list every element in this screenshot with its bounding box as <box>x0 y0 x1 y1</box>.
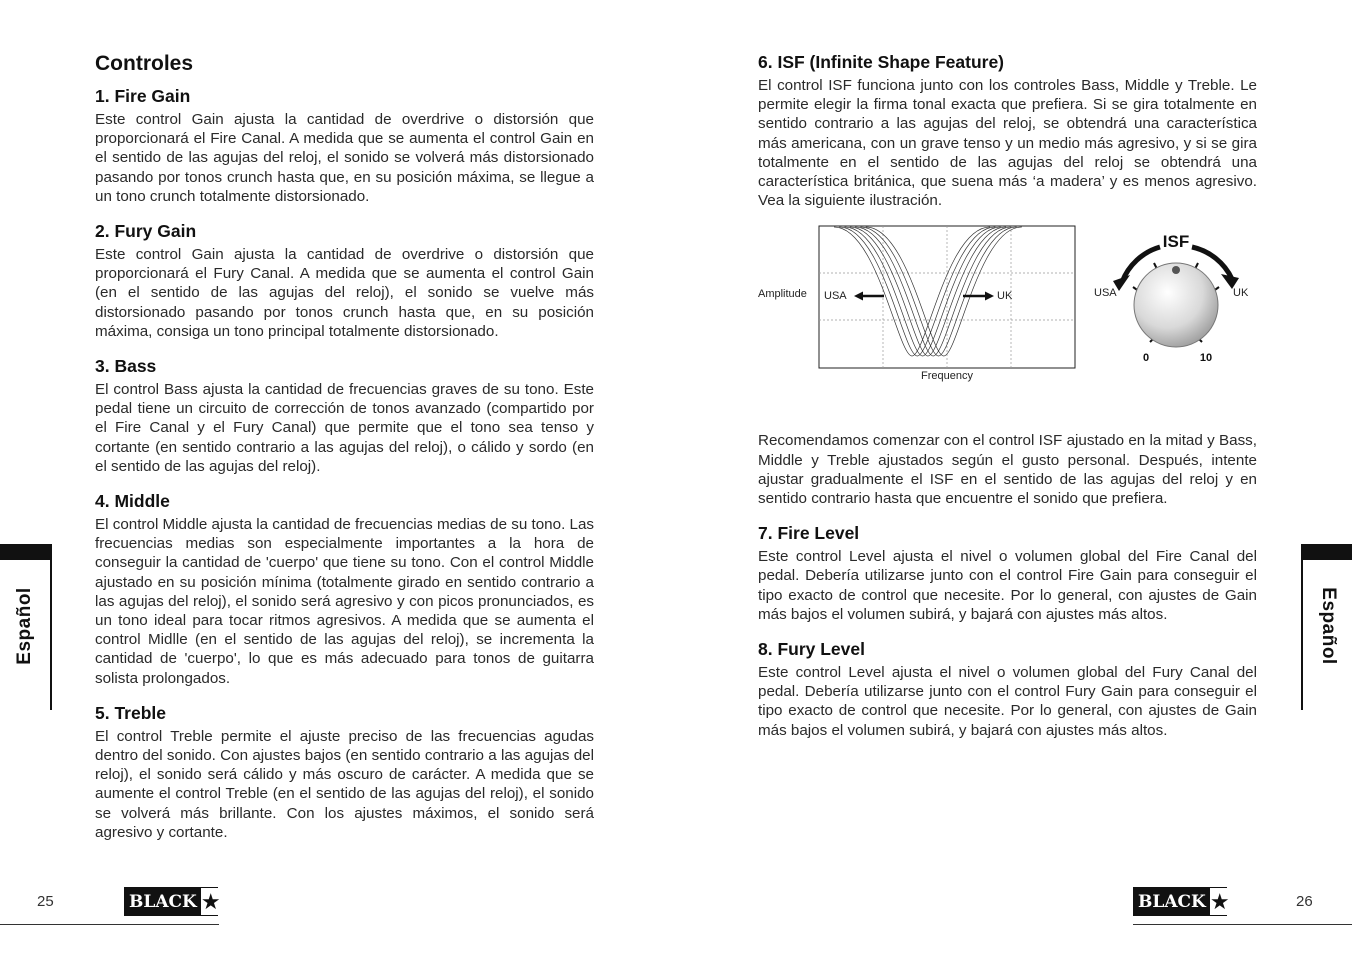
section-body-fire-level: Este control Level ajusta el nivel o volumen global del Fire Canal del pedal. Debería utilizarse junto con el control Fire Gain para conseguir el tipo exacto de control que necesite. Por lo general, con ajustes de Gain más bajos el volumen subirá, y bajará con ajustes más altos. <box>758 548 1257 623</box>
section-body-treble: El control Treble permite el ajuste preciso de las frecuencias agudas dentro del sonido. Con ajustes bajos (en sentido contrario a las agujas del reloj), el sonido será cálido y más oscuro de carácter. A medida que se aumente el control Treble (en el sentido de las agujas del reloj), el sonido se volverá más brillante. Con los ajustes máximos, el sonido será agresivo y cortante. <box>95 727 594 841</box>
graph-x-label: Frequency <box>921 370 973 383</box>
knob-min-label: 0 <box>1142 352 1150 365</box>
logo-text: BLACK <box>125 888 201 915</box>
knob-uk-label: UK <box>1233 287 1249 300</box>
page-title: Controles <box>95 52 194 75</box>
section-title-fire-gain: 1. Fire Gain <box>95 86 191 106</box>
language-tab-label: Español <box>14 587 35 665</box>
logo-text: BLACK <box>1134 888 1210 915</box>
section-title-fire-level: 7. Fire Level <box>758 523 860 544</box>
footer-rule-right <box>1133 924 1352 925</box>
star-icon: ★ <box>200 888 221 914</box>
language-tab-left <box>0 544 52 710</box>
footer-rule-left <box>0 924 219 925</box>
language-tab-label: Español <box>1318 587 1339 665</box>
section-title-fury-gain: 2. Fury Gain <box>95 221 197 242</box>
section-title-fury-level: 8. Fury Level <box>758 639 865 660</box>
section-body-fire-gain: Este control Gain ajusta la cantidad de overdrive o distorsión que proporcionará el Fire Canal. A medida que se aumenta el control Gain en el sentido de las agujas del reloj, el sonido se volverá más distorsionado pasando por tonos crunch hasta que, en su posición máxima, se llegue a un tono crunch totalmente distorsionado. <box>95 111 594 205</box>
brand-logo-left <box>124 887 221 916</box>
right-page-column <box>758 50 1257 755</box>
graph-usa-label: USA <box>824 290 847 303</box>
page-number-left: 25 <box>37 893 54 910</box>
knob-body <box>1134 263 1218 347</box>
isf-diagram <box>758 225 1257 425</box>
isf-illustration <box>758 225 1257 425</box>
isf-knob <box>1094 232 1249 364</box>
section-title-middle: 4. Middle <box>95 491 170 512</box>
graph-uk-label: UK <box>997 290 1013 303</box>
section-body-bass: El control Bass ajusta la cantidad de frecuencias graves de su tono. Este pedal tiene un circuito de corrección de tonos avanzado (compartido por el Fire Canal y el Fury Canal) que permite que el tono sea tenso y cortante (en sentido contrario a las agujas del reloj), o cálido y sordo (en el sentido de las agujas del reloj). <box>95 381 594 475</box>
language-tab-right <box>1301 544 1352 710</box>
section-body-isf: El control ISF funciona junto con los controles Bass, Middle y Treble. Le permite elegir la firma tonal exacta que prefiera. Si se gira totalmente en sentido contrario a las agujas del reloj, se obtendrá una característica más americana, con un grave tenso y un medio más agresivo, y si se gira totalmente en el sentido de las agujas del reloj se obtendrá una característica británica, que suena más ‘a madera’ y es menos agresivo. Vea la siguiente ilustración. <box>758 77 1257 210</box>
section-body-fury-gain: Este control Gain ajusta la cantidad de overdrive o distorsión que proporcionará el Fury Canal. A medida que se aumenta el control Gain (en el sentido de las agujas del reloj), el sonido se vuelve más distorsionado pasando por tonos crunch hasta que, en su posición máxima, consiga un tono principal totalmente distorsionado. <box>95 246 594 340</box>
section-title-bass: 3. Bass <box>95 356 157 377</box>
graph-y-label: Amplitude <box>758 288 807 301</box>
brand-logo-right <box>1133 887 1230 916</box>
section-title-isf: 6. ISF (Infinite Shape Feature) <box>758 52 1005 72</box>
knob-max-label: 10 <box>1199 352 1213 365</box>
page-number-right: 26 <box>1296 893 1313 910</box>
section-body-middle: El control Middle ajusta la cantidad de frecuencias medias de su tono. Las frecuencias medias son especialmente importantes a la hora de conseguir la cantidad de 'cuerpo' que tiene su tono. Con el control Middle ajustado en su posición mínima (totalmente girado en sentido contrario a las agujas del reloj), el sonido será agresivo y con picos pronunciados, es un tono ideal para tocar ritmos agresivos. A medida que se aumenta el control Midlle (en el sentido de las agujas del reloj), se incrementa la cantidad de 'cuerpo', lo que es más adecuado para tonos de guitarra solista prolongados. <box>95 516 594 687</box>
section-body-fury-level: Este control Level ajusta el nivel o volumen global del Fury Canal del pedal. Debería utilizarse junto con el control Fury Gain para conseguir el tipo exacto de control que necesite. Por lo general, con ajustes de Gain más bajos el volumen subirá, y bajará con ajustes más altos. <box>758 664 1257 739</box>
section-title-treble: 5. Treble <box>95 702 167 723</box>
knob-title: ISF <box>1162 232 1190 252</box>
knob-indicator <box>1172 266 1180 274</box>
knob-usa-label: USA <box>1094 287 1117 300</box>
isf-recommendation: Recomendamos comenzar con el control ISF ajustado en la mitad y Bass, Middle y Treble ajustados según el gusto personal. Después, intente ajustar gradualmente el ISF en el sentido de las agujas del reloj y en sentido contrario hasta que encuentre el sonido que prefiera. <box>758 432 1257 508</box>
star-icon: ★ <box>1209 888 1230 914</box>
left-page-column <box>95 50 594 857</box>
